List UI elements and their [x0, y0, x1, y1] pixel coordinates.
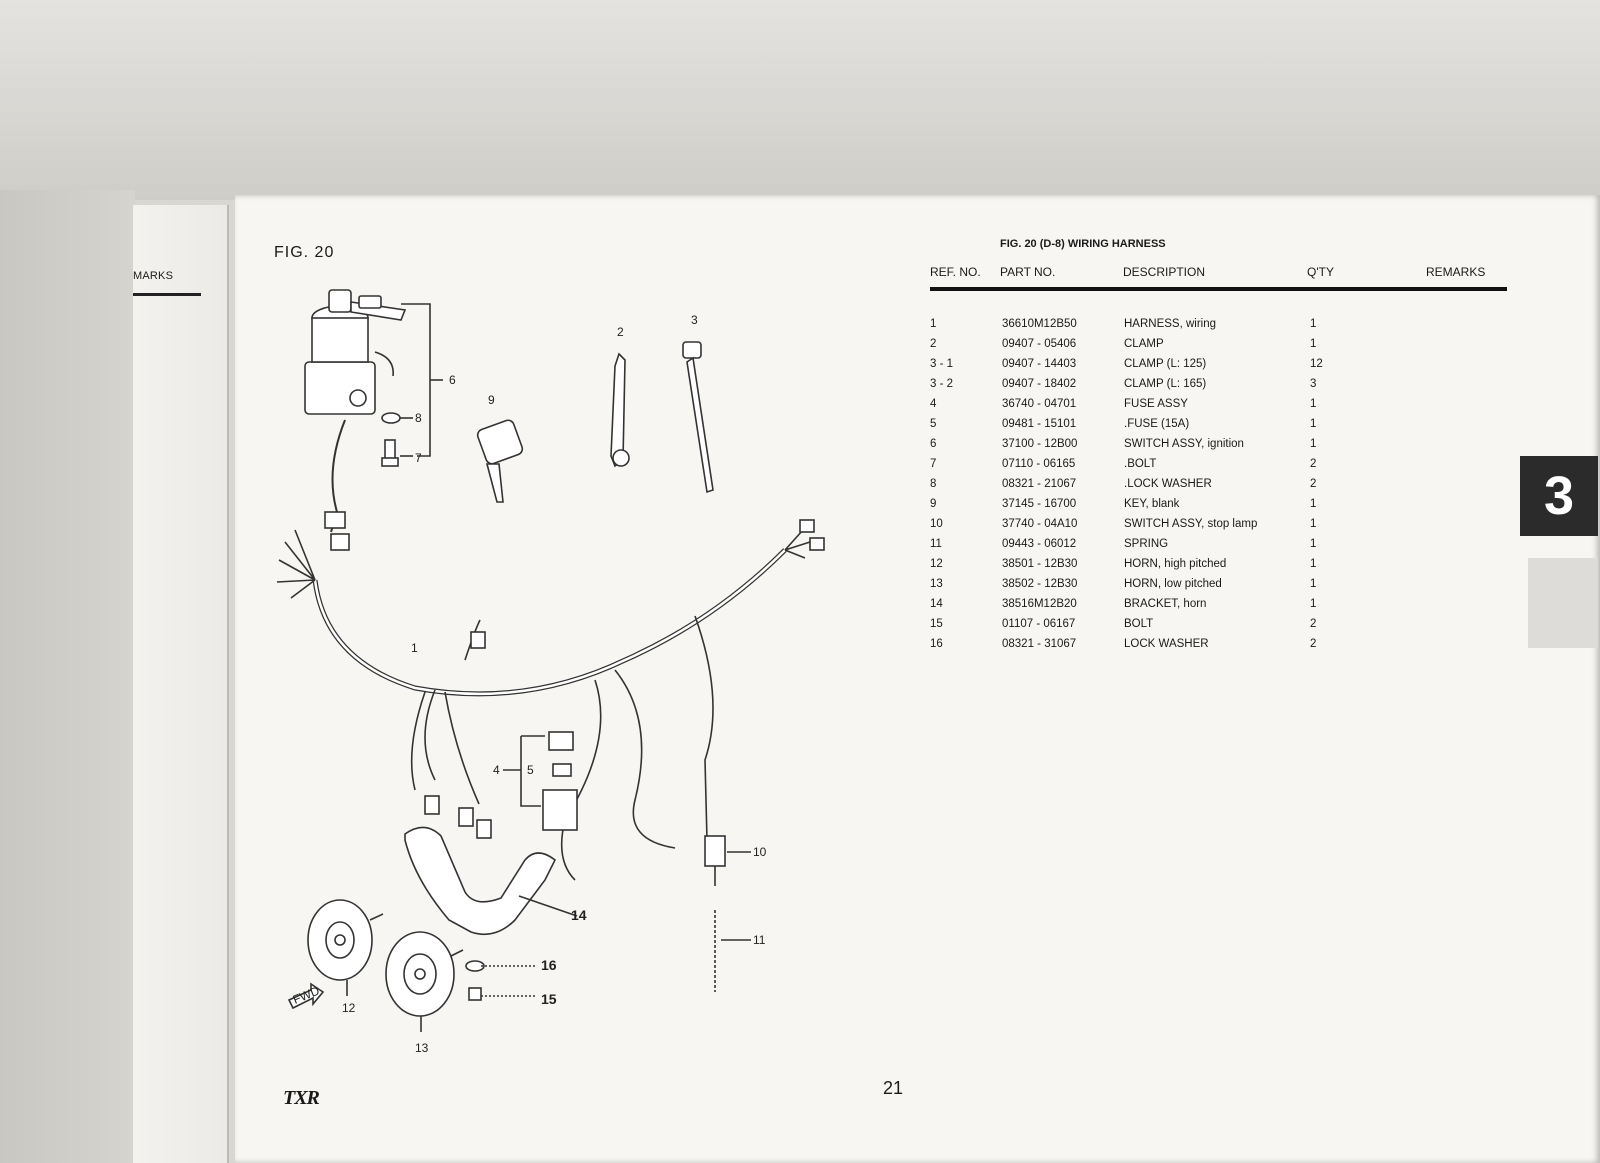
qty-cell: 1 — [1310, 598, 1317, 610]
horn-13-illustration — [386, 932, 463, 1032]
part-cell: 36610M12B50 — [1002, 318, 1077, 330]
description-cell: KEY, blank — [1124, 498, 1180, 510]
qty-cell: 2 — [1310, 458, 1317, 470]
forward-arrow-label: FWD — [290, 983, 322, 1007]
qty-cell: 12 — [1310, 358, 1323, 370]
description-cell: CLAMP — [1124, 338, 1164, 350]
qty-cell: 1 — [1310, 518, 1317, 530]
footer-logo: TXR — [283, 1087, 319, 1109]
ref-cell: 6 — [930, 438, 937, 450]
clamp-2-illustration — [611, 354, 629, 466]
figure-label: FIG. 20 — [274, 244, 335, 261]
callout-7: 7 — [415, 451, 422, 465]
table-row — [930, 378, 1510, 398]
table-row — [930, 418, 1510, 438]
part-cell: 37145 - 16700 — [1002, 498, 1077, 510]
ignition-switch-illustration — [305, 290, 405, 414]
ref-cell: 3 - 1 — [930, 358, 954, 370]
part-cell: 36740 - 04701 — [1002, 398, 1077, 410]
ref-cell: 4 — [930, 398, 937, 410]
description-cell: SWITCH ASSY, stop lamp — [1124, 518, 1258, 530]
qty-cell: 2 — [1310, 478, 1317, 490]
qty-cell: 1 — [1310, 418, 1317, 430]
table-row — [930, 538, 1510, 558]
table-row — [930, 578, 1510, 598]
section-tab: 3 — [1520, 456, 1598, 536]
table-row — [930, 358, 1510, 378]
part-cell: 09407 - 05406 — [1002, 338, 1077, 350]
callout-14: 14 — [571, 907, 587, 923]
table-row — [930, 478, 1510, 498]
description-cell: BRACKET, horn — [1124, 598, 1207, 610]
ref-cell: 8 — [930, 478, 937, 490]
scan-background-left — [0, 190, 135, 1163]
table-row — [930, 458, 1510, 478]
part-cell: 08321 - 21067 — [1002, 478, 1077, 490]
qty-cell: 1 — [1310, 558, 1317, 570]
ref-cell: 16 — [930, 638, 943, 650]
qty-cell: 1 — [1310, 538, 1317, 550]
ref-cell: 11 — [930, 538, 942, 550]
qty-cell: 1 — [1310, 338, 1317, 350]
header-description: DESCRIPTION — [1123, 265, 1206, 279]
part-cell: 38502 - 12B30 — [1002, 578, 1078, 590]
section-tab-shadow — [1528, 558, 1598, 648]
qty-cell: 1 — [1310, 578, 1317, 590]
ref-cell: 10 — [930, 518, 943, 530]
callout-1: 1 — [411, 641, 418, 655]
blank-key-illustration — [476, 419, 524, 502]
ref-cell: 15 — [930, 618, 943, 630]
part-cell: 08321 - 31067 — [1002, 638, 1077, 650]
ref-cell: 2 — [930, 338, 937, 350]
ref-cell: 12 — [930, 558, 943, 570]
horn-12-illustration — [308, 900, 383, 996]
description-cell: BOLT — [1124, 618, 1154, 630]
ref-cell: 5 — [930, 418, 937, 430]
table-row — [930, 498, 1510, 518]
ref-cell: 9 — [930, 498, 937, 510]
callout-3: 3 — [691, 313, 698, 327]
header-part-no: PART NO. — [1000, 265, 1056, 279]
table-row — [930, 638, 1510, 658]
previous-page-edge — [133, 205, 229, 1163]
qty-cell: 3 — [1310, 378, 1317, 390]
part-cell: 37740 - 04A10 — [1002, 518, 1078, 530]
ref-cell: 14 — [930, 598, 943, 610]
callout-9: 9 — [488, 393, 495, 407]
part-cell: 09407 - 14403 — [1002, 358, 1077, 370]
part-cell: 38501 - 12B30 — [1002, 558, 1078, 570]
table-row — [930, 398, 1510, 418]
callout-12: 12 — [342, 1001, 356, 1015]
clamp-3-illustration — [683, 342, 713, 492]
description-cell: .FUSE (15A) — [1124, 418, 1190, 430]
callout-5: 5 — [527, 763, 534, 777]
fuse-assembly-illustration — [503, 732, 577, 830]
qty-cell: 1 — [1310, 438, 1317, 450]
qty-cell: 1 — [1310, 498, 1317, 510]
part-cell: 09481 - 15101 — [1002, 418, 1077, 430]
callout-10: 10 — [753, 845, 767, 859]
part-cell: 09407 - 18402 — [1002, 378, 1077, 390]
header-ref-no: REF. NO. — [930, 265, 981, 279]
horn-bracket-illustration — [405, 827, 577, 934]
part-cell: 09443 - 06012 — [1002, 538, 1077, 550]
description-cell: FUSE ASSY — [1124, 398, 1188, 410]
previous-page-remarks-label: MARKS — [133, 270, 174, 282]
description-cell: SPRING — [1124, 538, 1169, 550]
washer-and-bolt-illustration — [382, 413, 400, 466]
page-number: 21 — [883, 1078, 904, 1098]
horn-fasteners-illustration — [466, 961, 537, 1000]
ref-cell: 1 — [930, 318, 937, 330]
qty-cell: 2 — [1310, 618, 1317, 630]
table-row — [930, 618, 1510, 638]
header-remarks: REMARKS — [1426, 265, 1486, 279]
qty-cell: 1 — [1310, 318, 1317, 330]
description-cell: .LOCK WASHER — [1124, 478, 1212, 490]
description-cell: CLAMP (L: 125) — [1124, 358, 1207, 370]
table-row — [930, 438, 1510, 458]
qty-cell: 2 — [1310, 638, 1317, 650]
table-title: FIG. 20 (D-8) WIRING HARNESS — [1000, 238, 1166, 250]
callout-16: 16 — [541, 957, 557, 973]
header-rule — [930, 287, 1507, 291]
table-row — [930, 338, 1510, 358]
part-cell: 37100 - 12B00 — [1002, 438, 1078, 450]
description-cell: HARNESS, wiring — [1124, 318, 1217, 330]
table-row — [930, 318, 1510, 338]
header-qty: Q'TY — [1307, 265, 1334, 279]
callout-4: 4 — [493, 763, 500, 777]
description-cell: .BOLT — [1124, 458, 1157, 470]
callout-13: 13 — [415, 1041, 429, 1055]
wiring-harness-diagram — [265, 280, 865, 1070]
table-row — [930, 598, 1510, 618]
ref-cell: 7 — [930, 458, 937, 470]
callout-11: 11 — [753, 933, 766, 947]
table-row — [930, 518, 1510, 538]
ref-cell: 13 — [930, 578, 943, 590]
stop-lamp-switch-illustration — [705, 836, 751, 992]
part-cell: 07110 - 06165 — [1002, 458, 1076, 470]
ref-cell: 3 - 2 — [930, 378, 954, 390]
table-row — [930, 558, 1510, 578]
part-cell: 01107 - 06167 — [1002, 618, 1076, 630]
description-cell: CLAMP (L: 165) — [1124, 378, 1207, 390]
description-cell: SWITCH ASSY, ignition — [1124, 438, 1244, 450]
description-cell: LOCK WASHER — [1124, 638, 1209, 650]
part-cell: 38516M12B20 — [1002, 598, 1077, 610]
previous-page-rule — [133, 293, 201, 296]
callout-15: 15 — [541, 991, 557, 1007]
callout-8: 8 — [415, 411, 422, 425]
scan-background-top — [0, 0, 1600, 200]
qty-cell: 1 — [1310, 398, 1317, 410]
callout-6: 6 — [449, 373, 456, 387]
callout-2: 2 — [617, 325, 624, 339]
description-cell: HORN, low pitched — [1124, 578, 1222, 590]
description-cell: HORN, high pitched — [1124, 558, 1227, 570]
